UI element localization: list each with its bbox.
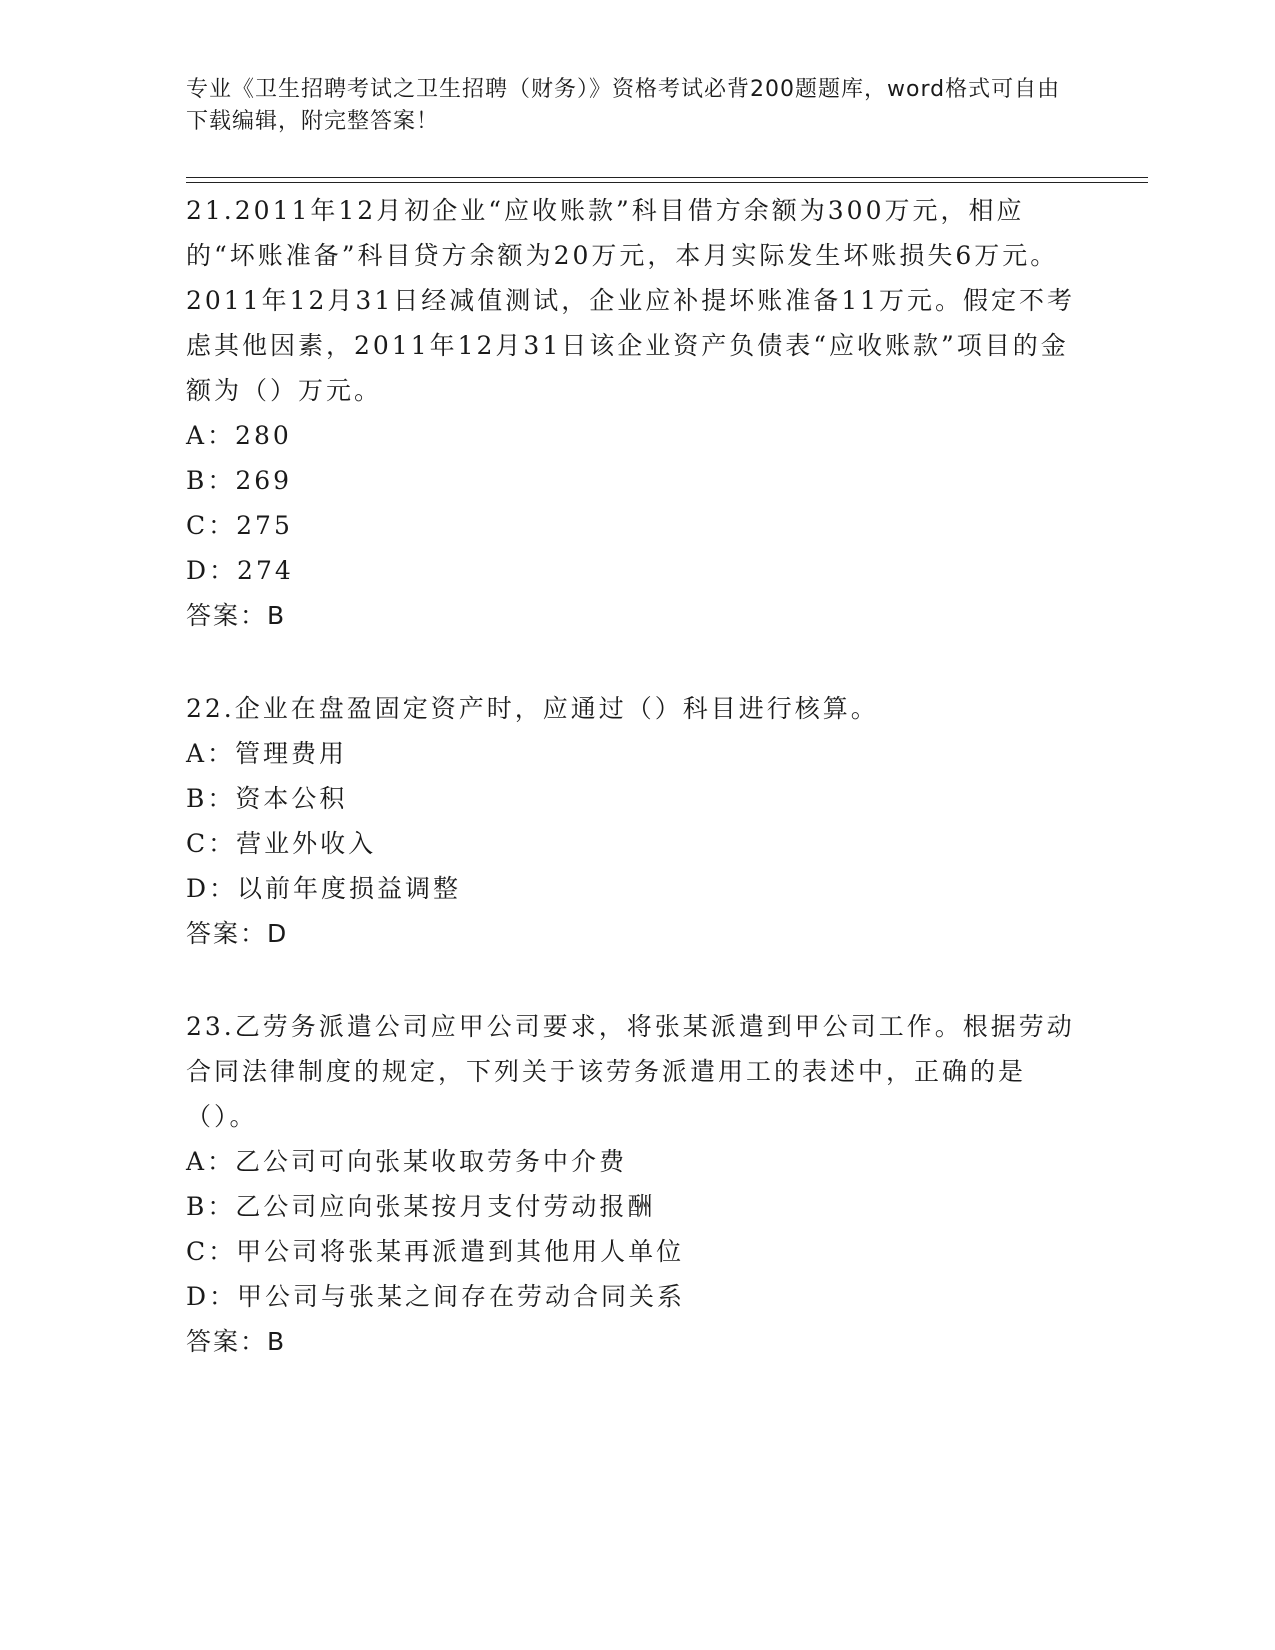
header-divider-bottom bbox=[186, 182, 1148, 183]
answer: 答案：D bbox=[186, 919, 289, 948]
question-stem: 21.2011年12月初企业“应收账款”科目借方余额为300万元，相应的“坏账准备”科目贷方余额为20万元，本月实际发生坏账损失6万元。2011年12月31日经减值测试，企业应补提坏账准备11万元。假定不考虑其他因素，2011年12月31日该企业资产负债表“应收账款”项目的金额为（）万元。 bbox=[186, 196, 1076, 405]
option-d: D：以前年度损益调整 bbox=[186, 874, 462, 903]
option-c: C：甲公司将张某再派遣到其他用人单位 bbox=[186, 1237, 685, 1266]
question-23 bbox=[186, 1004, 1086, 1364]
question-stem: 23.乙劳务派遣公司应甲公司要求，将张某派遣到甲公司工作。根据劳动合同法律制度的规定，下列关于该劳务派遣用工的表述中，正确的是（）。 bbox=[186, 1012, 1075, 1131]
option-d: D：274 bbox=[186, 556, 294, 585]
answer: 答案：B bbox=[186, 1327, 287, 1356]
question-21 bbox=[186, 188, 1086, 638]
answer: 答案：B bbox=[186, 601, 287, 630]
option-b: B：269 bbox=[186, 466, 293, 495]
option-b: B：乙公司应向张某按月支付劳动报酬 bbox=[186, 1192, 656, 1221]
header-divider-top bbox=[186, 177, 1148, 178]
option-a: A：管理费用 bbox=[186, 739, 348, 768]
option-d: D：甲公司与张某之间存在劳动合同关系 bbox=[186, 1282, 686, 1311]
document-header: 专业《卫生招聘考试之卫生招聘（财务）》资格考试必背200题题库，word格式可自由下载编辑，附完整答案！ bbox=[186, 77, 1061, 134]
option-c: C：275 bbox=[186, 511, 293, 540]
option-b: B：资本公积 bbox=[186, 784, 348, 813]
option-a: A：280 bbox=[186, 421, 292, 450]
question-stem: 22.企业在盘盈固定资产时，应通过（）科目进行核算。 bbox=[186, 694, 879, 723]
question-22 bbox=[186, 686, 1086, 956]
option-c: C：营业外收入 bbox=[186, 829, 377, 858]
option-a: A：乙公司可向张某收取劳务中介费 bbox=[186, 1147, 628, 1176]
